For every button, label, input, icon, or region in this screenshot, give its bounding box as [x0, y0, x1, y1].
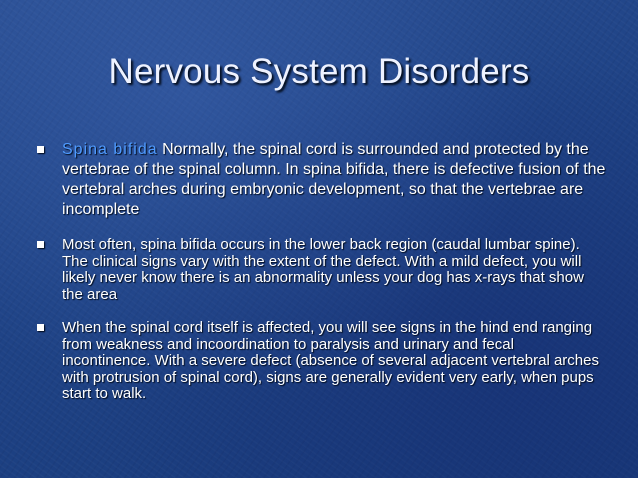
square-bullet-icon: [37, 241, 44, 248]
square-bullet-icon: [37, 146, 44, 153]
square-bullet-icon: [37, 324, 44, 331]
bullet-text: Normally, the spinal cord is surrounded and protected by the vertebrae of the spinal column. In spina bifida, there is defective fusion of the vertebral arches during embryonic development, so that the vertebrae are incomplete: [62, 141, 606, 218]
bullet-keyword: Spina bifida: [62, 141, 158, 158]
slide-title: Nervous System Disorders: [108, 52, 530, 91]
bullet-item-location: [36, 237, 606, 303]
bullet-text: Most often, spina bifida occurs in the lower back region (caudal lumbar spine). The clinical signs vary with the extent of the defect. With a mild defect, you will likely never know there is an abnormality unless your dog has x-rays that show the area: [62, 236, 584, 303]
bullet-item-spina-bifida: [36, 140, 606, 220]
bullet-list: [36, 140, 606, 403]
bullet-text: When the spinal cord itself is affected, you will see signs in the hind end ranging from weakness and incoordination to paralysis and urinary and fecal incontinence. With a severe defect (absence of several adjacent vertebral arches with protrusion of spinal cord), signs are generally evident very early, when pups start to walk.: [62, 319, 599, 402]
bullet-item-signs: [36, 320, 606, 403]
